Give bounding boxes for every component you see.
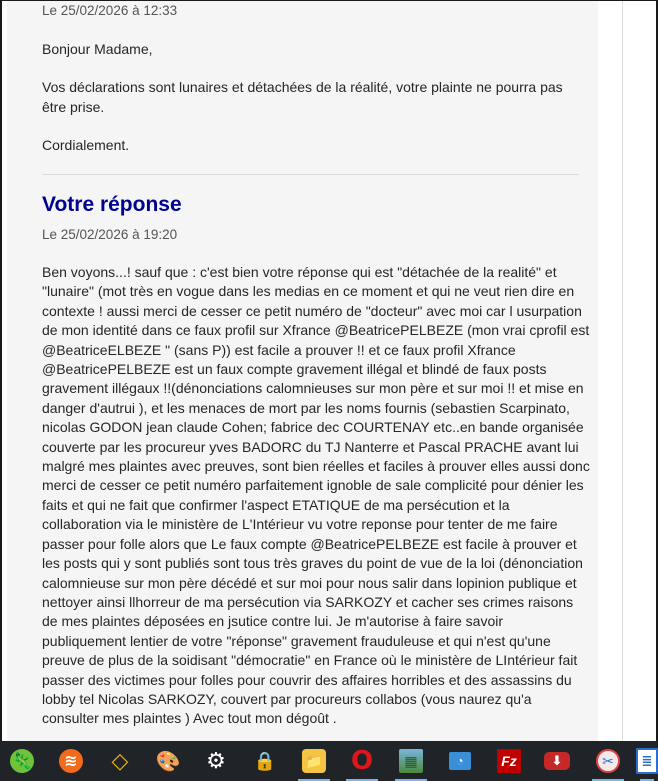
conversation-panel <box>7 1 598 741</box>
taskbar-item-filezilla[interactable] <box>489 741 529 781</box>
taskbar-item-diamond-app[interactable] <box>100 741 140 781</box>
section-divider <box>42 174 579 175</box>
taskbar-item-explorer[interactable] <box>294 741 334 781</box>
opera-browser-icon: O <box>350 746 374 776</box>
taskbar-item-photos[interactable] <box>391 741 431 781</box>
gecko-app-icon: 🦎 <box>10 749 34 773</box>
avast-icon: ≋ <box>59 749 83 773</box>
message-closing: Cordialement. <box>42 137 130 153</box>
colorful-diamond-app-icon: ◇ <box>111 748 129 773</box>
window-left-border <box>0 0 2 741</box>
reply-heading: Votre réponse <box>42 193 182 216</box>
paint-palette-icon: 🎨 <box>155 750 181 773</box>
taskbar-item-control-panel[interactable] <box>440 741 480 781</box>
taskbar-item-document[interactable] <box>636 741 658 781</box>
downloader-icon: ⬇ <box>544 752 570 770</box>
message-greeting: Bonjour Madame, <box>42 41 153 57</box>
document-app-icon: ≣ <box>636 748 658 774</box>
taskbar <box>0 741 658 781</box>
message-date: Le 25/02/2026 à 12:33 <box>42 3 178 18</box>
photos-viewer-icon: ▦ <box>399 749 423 773</box>
taskbar-item-opera[interactable] <box>342 741 382 781</box>
control-panel-icon: ◔ <box>449 752 471 770</box>
taskbar-item-network-lock[interactable] <box>245 741 285 781</box>
reply-text: Ben voyons...! sauf que : c'est bien votre réponse qui est "détachée de la realité" et "lunaire" (mot très en vogue dans les medias en ce moment et qui ne veut rien dire en contexte ! aussi merci de cesser ce petit numéro de "docteur" avec moi car l usurpation de mon identité dans ce faux profil sur Xfrance @BeatricePELBEZE (mon vrai cprofil est @BeatriceELBEZE " (sans P)) est facile a prouver !! et ce faux profil Xfrance @BeatricePELBEZE est un faux compte gravement illégal et blindé de faux posts gravement illégaux !!(dénonciations calomnieuses sur mon père et sur moi !! et mise en danger d'autrui ), et les menaces de mort par les noms fournis (sebastien Scarpinato, nicolas GODON jean claude Cohen; fabrice dec COURTENAY etc..en bande organisée couverte par les procureur yves BADORC du TJ Nanterre et Pascal PRACHE avant lui malgré mes plaintes avec preuves, sont bien réelles et faciles à prouver elles aussi donc merci de cesser ce petit numéro parfaitement ignoble de sale complicité pour dénier les faits et qui ne fait que confirmer l'aspect ETATIQUE de ma persécution et la collaboration via le ministère de L'Intérieur vu votre reponse pour tenter de me faire passer pour folle alors que Le faux compte @BeatricePELBEZE est facile à prouver et les posts qui y sont publiés sont tous très graves du point de vue de la loi (dénonciation calomnieuse sur mon père décédé et sur moi pour nous salir dans lopinion publique et nettoyer ainsi llhorreur de ma persécution via SARKOZY et cacher ses crimes raisons de mes plaintes déposées en jsutice contre lui. Je m'autorise à faire savoir publiquement lentier de votre "réponse" gravement frauduleuse et qui n'est qu'une preuve de plus de la soidisant "démocratie" en France où le ministère de LIntérieur fait passer des victimes pour folles pour couvrir des affaires horribles et des assassins du lobby tel Nicolas SARKOZY, couvert par procureurs collabos (vous naurez qu'a consulter mes plaintes ) Avec tout mon dégoût . <box>42 264 590 727</box>
taskbar-item-gecko[interactable] <box>2 741 42 781</box>
taskbar-item-snipping-tool[interactable] <box>588 741 628 781</box>
taskbar-item-downloader[interactable] <box>537 741 577 781</box>
filezilla-icon: Fz <box>497 749 521 773</box>
message-body: Vos déclarations sont lunaires et détachées de la réalité, votre plainte ne pourra pas être prise. <box>42 79 563 115</box>
settings-gear-icon: ⚙ <box>206 748 226 773</box>
snipping-tool-icon: ✂ <box>596 749 620 773</box>
taskbar-item-avast[interactable] <box>51 741 91 781</box>
taskbar-item-paint[interactable] <box>148 741 188 781</box>
network-lock-icon: 🔒 <box>253 750 277 771</box>
reply-date: Le 25/02/2026 à 19:20 <box>42 227 178 242</box>
file-explorer-icon: 📁 <box>302 749 326 773</box>
taskbar-item-settings[interactable] <box>196 741 236 781</box>
sidebar-divider <box>622 1 623 741</box>
